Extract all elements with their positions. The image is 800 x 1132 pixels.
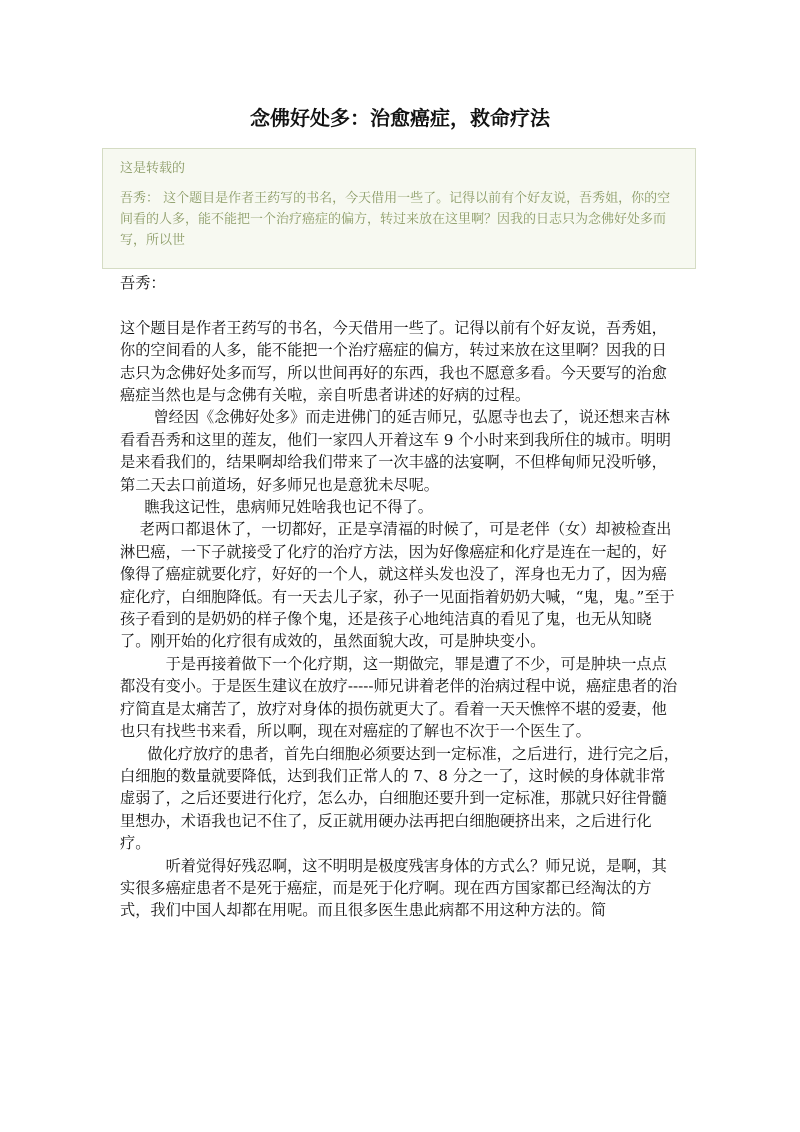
repost-summary: 吾秀： 这个题目是作者王药写的书名，今天借用一些了。记得以前有个好友说，吾秀姐，你的空间看的人多，能不能把一个治疗癌症的偏方，转过来放在这里啊？因我的日志只为念佛好处多而写，所以世 [120, 191, 671, 248]
paragraph: 于是再接着做下一个化疗期，这一期做完，罪是遭了不少，可是肿块一点点都没有变小。于是医生建议在放疗-----师兄讲着老伴的治病过程中说，癌症患者的治疗简直是太痛苦了，放疗对身体的损伤就更大了。看着一天天憔悴不堪的爱妻，他也只有找些书来看，所以啊，现在对癌症的了解也不次于一个医生了。 [120, 654, 678, 741]
paragraph: 听着觉得好残忍啊，这不明明是极度残害身体的方式么？师兄说，是啊，其实很多癌症患者不是死于癌症，而是死于化疗啊。现在西方国家都已经淘汰的方式，我们中国人却都在用呢。而且很多医生患此病都不用这种方法的。简 [120, 856, 667, 920]
paragraph: 瞧我这记性，患病师兄姓啥我也记不得了。 [144, 498, 433, 517]
paragraph: 做化疗放疗的患者，首先白细胞必须要达到一定标准，之后进行，进行完之后，白细胞的数量就要降低，达到我们正常人的 7、8 分之一了，这时候的身体就非常虚弱了，之后还要进行化疗，怎么办，白细胞还要升到一定标准，那就只好往骨髓里想办，术语我也记不住了，反正就用硬办法再把白细胞硬挤出来，之后进行化疗。 [120, 744, 679, 853]
article-body [120, 272, 680, 922]
greeting: 吾秀： [120, 274, 166, 292]
document-title: 念佛好处多：治愈癌症，救命疗法 [250, 106, 550, 130]
paragraph: 老两口都退休了，一切都好，正是享清福的时候了，可是老伴（女）却被检查出淋巴癌，一下子就接受了化疗的治疗方法，因为好像癌症和化疗是连在一起的，好像得了癌症就要化疗，好好的一个人，就这样头发也没了，浑身也无力了，因为癌症化疗，白细胞降低。有一天去儿子家，孙子一见面指着奶奶大喊，“鬼，鬼。”至于孩子看到的是奶奶的样子像个鬼，还是孩子心地纯洁真的看见了鬼，也无从知晓了。刚开始的化疗很有成效的，虽然面貌大改，可是肿块变小。 [120, 520, 675, 651]
repost-notice-box [102, 148, 696, 269]
repost-tag: 这是转载的 [120, 161, 186, 176]
paragraph: 这个题目是作者王药写的书名，今天借用一些了。记得以前有个好友说，吾秀姐，你的空间看的人多，能不能把一个治疗癌症的偏方，转过来放在这里啊？因我的日志只为念佛好处多而写，所以世间再好的东西，我也不愿意多看。今天要写的治愈癌症当然也是与念佛有关啦，亲自听患者讲述的好病的过程。 [120, 318, 667, 405]
paragraph: 曾经因《念佛好处多》而走进佛门的延吉师兄，弘愿寺也去了，说还想来吉林看看吾秀和这里的莲友，他们一家四人开着这车 9 个小时来到我所住的城市。明明是来看我们的，结果啊却给我们带来了一次丰盛的法宴啊，不但桦甸师兄没听够，第二天去口前道场，好多师兄也是意犹未尽呢。 [120, 408, 671, 494]
